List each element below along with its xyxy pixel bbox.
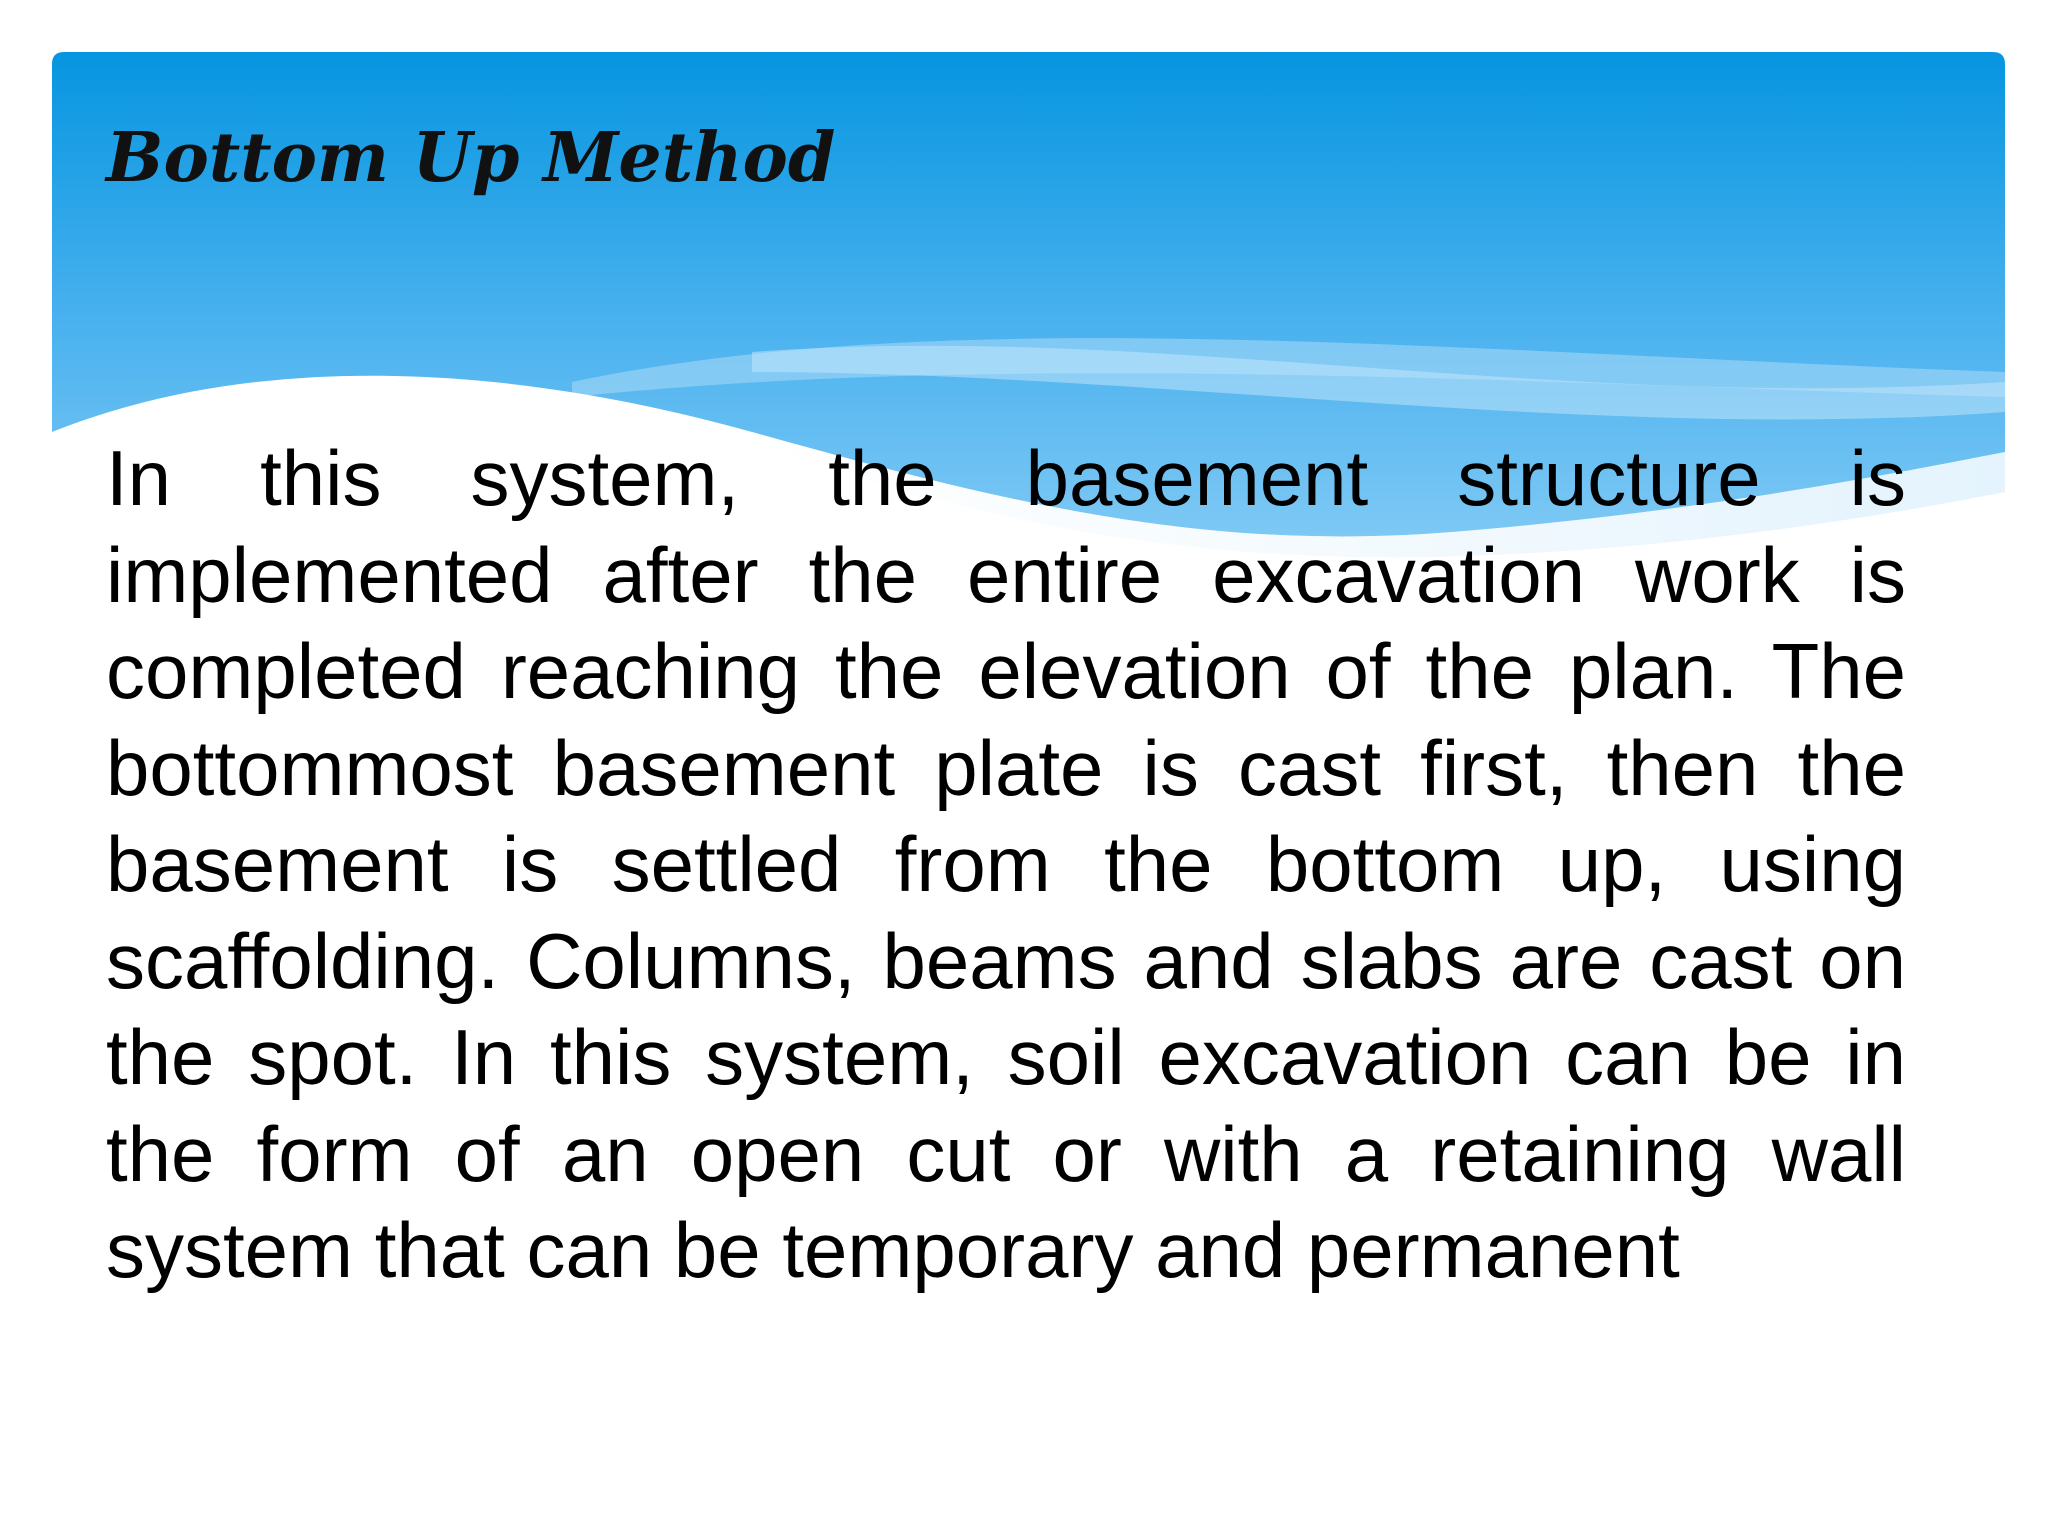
slide-body-text: In this system, the basement structure is implemented after the entire excavation work is completed reaching the elevation of the plan. The bottommost basement plate is cast first, then the basement is settled from the bottom up, using scaffolding. Columns, beams and slabs are cast on the spot. In this system, soil excavation can be in the form of an open cut or with a retaining wall system that can be temporary and permanent: [106, 434, 1906, 1294]
slide-title: Bottom Up Method: [106, 118, 836, 198]
